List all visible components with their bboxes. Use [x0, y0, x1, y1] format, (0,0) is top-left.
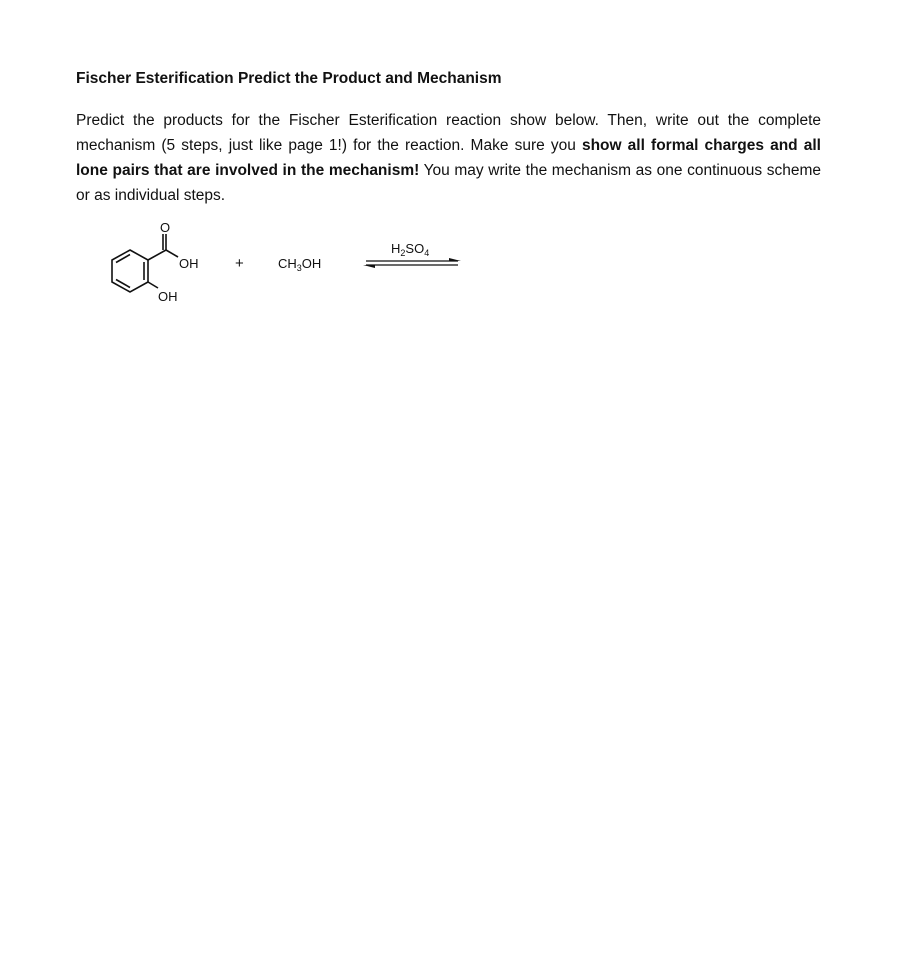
instructions-text-2: You may write the mechanism as one continuous scheme or as individual steps. [76, 162, 821, 204]
bond-ring-to-carbonyl [148, 250, 166, 260]
catalyst-so: SO [405, 241, 425, 256]
carbonyl-o-label: O [160, 220, 171, 235]
methanol-formula [278, 256, 321, 273]
catalyst-h: H [391, 241, 401, 256]
methanol-ch: CH [278, 256, 297, 271]
equilibrium-arrow-icon [363, 258, 461, 268]
phenol-oh-label: OH [158, 289, 178, 304]
reverse-arrowhead [363, 265, 375, 268]
salicylic-acid-structure [112, 234, 178, 292]
catalyst-o-subscript: 4 [424, 248, 430, 258]
methanol-subscript: 3 [296, 263, 302, 273]
benzene-ring [112, 250, 148, 292]
acid-oh-label: OH [179, 256, 199, 271]
methanol-oh: OH [301, 256, 322, 271]
catalyst-h-subscript: 2 [400, 248, 406, 258]
plus-sign: + [235, 255, 244, 272]
instructions-emphasis: show all formal charges and all lone pairs that are involved in the mechanism! [76, 137, 821, 179]
instructions-paragraph [76, 108, 821, 208]
reaction-scheme-drawing [100, 215, 480, 325]
catalyst-label [391, 241, 429, 258]
bond-ring-to-phenol [148, 282, 158, 288]
bond-carbonyl-to-oh [166, 250, 178, 257]
forward-arrowhead [449, 258, 461, 261]
page-title: Fischer Esterification Predict the Product and Mechanism [76, 70, 502, 87]
reaction-scheme [100, 215, 480, 325]
instructions-text-1: Predict the products for the Fischer Esterification reaction show below. Then, write out the complete mechanism (5 steps, just like page 1!) for the reaction. Make sure you [76, 112, 821, 154]
